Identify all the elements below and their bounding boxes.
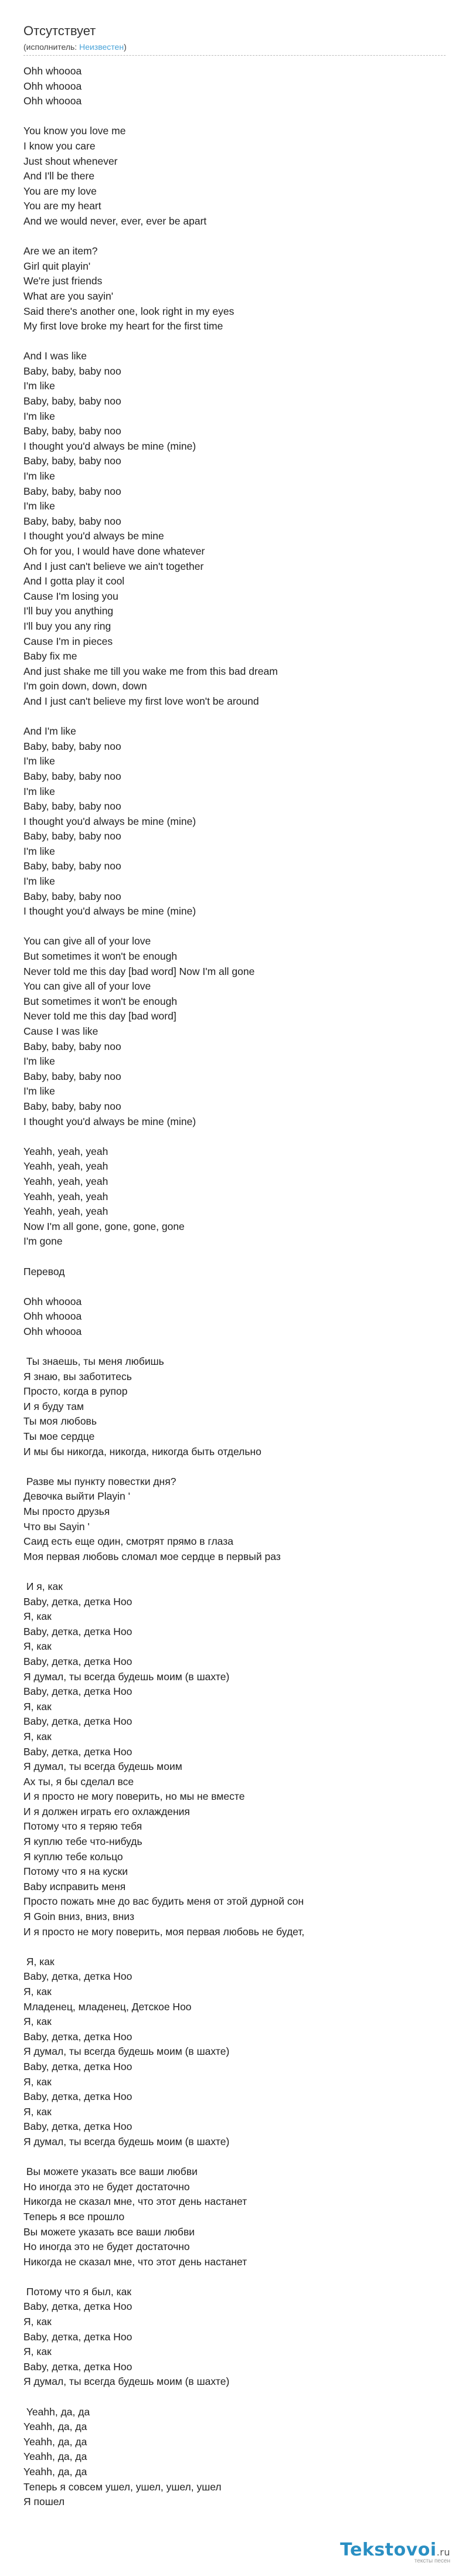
divider <box>23 55 446 56</box>
song-title: Отсутствует <box>23 23 96 38</box>
logo-suffix: .ru <box>436 2547 450 2558</box>
site-logo[interactable] <box>340 2540 450 2564</box>
artist-link[interactable]: Неизвестен <box>79 42 124 52</box>
credit-suffix: ) <box>124 42 127 52</box>
credit-prefix: (исполнитель: <box>23 42 80 52</box>
logo-name: Tekstovoi <box>340 2540 437 2560</box>
artist-credit <box>23 42 446 52</box>
lyrics-page <box>23 23 446 2510</box>
logo-text <box>340 2540 450 2560</box>
logo-tagline: тексты песен <box>414 2558 450 2564</box>
lyrics-text: Ohh whoooa Ohh whoooa Ohh whoooa You know you love me I know you care Just shout whenever And I'll be there You are my love You are my heart And we would never, ever, ever be apart Are we an item? Girl quit playin' We're just friends What are you sayin' Said there's another one, look right in my eyes My first love broke my heart for the first time And I was like Baby, baby, baby noo I'm like Baby, baby, baby noo I'm like Baby, baby, baby noo I thought you'd always be mine (mine) Baby, baby, baby noo I'm like Baby, baby, baby noo I'm like Baby, baby, baby noo I thought you'd always be mine Oh for you, I would have done whatever And I just can't believe we ain't together And I gotta play it cool Cause I'm losing you I'll buy you anything I'll buy you any ring Cause I'm in pieces Baby fix me And just shake me till you wake me from this bad dream I'm goin down, down, down And I just can't believe my first love won't be around And I'm like Baby, baby, baby noo I'm like Baby, baby, baby noo I'm like Baby, baby, baby noo I thought you'd always be mine (mine) Baby, baby, baby noo I'm like Baby, baby, baby noo I'm like Baby, baby, baby noo I thought you'd always be mine (mine) You can give all of your love But sometimes it won't be enough Never told me this day [bad word] Now I'm all gone You can give all of your love But sometimes it won't be enough Never told me this day [bad word] Cause I was like Baby, baby, baby noo I'm like Baby, baby, baby noo I'm like Baby, baby, baby noo I thought you'd always be mine (mine) Yeahh, yeah, yeah Yeahh, yeah, yeah Yeahh, yeah, yeah Yeahh, yeah, yeah Yeahh, yeah, yeah Now I'm all gone, gone, gone, gone I'm gone Перевод Ohh whoooa Ohh whoooa Ohh whoooa Ты знаешь, ты меня любишь Я знаю, вы заботитесь Просто, когда в рупор И я буду там Ты моя любовь Ты мое сердце И мы бы никогда, никогда, никогда быть отдельно Разве мы пункту повестки дня? Девочка выйти Playin ' Мы просто друзья Что вы Sayin ' Саид есть еще один, смотрят прямо в глаза Моя первая любовь сломал мое сердце в первый раз И я, как Baby, детка, детка Нoo Я, как Baby, детка, детка Нoo Я, как Baby, детка, детка Нoo Я думал, ты всегда будешь моим (в шахте) Baby, детка, детка Нoo Я, как Baby, детка, детка Нoo Я, как Baby, детка, детка Нoo Я думал, ты всегда будешь моим Ах ты, я бы сделал все И я просто не могу поверить, но мы не вместе И я должен играть его охлаждения Потому что я теряю тебя Я куплю тебе что-нибудь Я куплю тебе кольцо Потому что я на куски Baby исправить меня Просто пожать мне до вас будить меня от этой дурной сон Я Goin вниз, вниз, вниз И я просто не могу поверить, моя первая любовь не будет, Я, как Baby, детка, детка Нoo Я, как Младенец, младенец, Детское Нoo Я, как Baby, детка, детка Нoo Я думал, ты всегда будешь моим (в шахте) Baby, детка, детка Нoo Я, как Baby, детка, детка Нoo Я, как Baby, детка, детка Нoo Я думал, ты всегда будешь моим (в шахте) Вы можете указать все ваши любви Но иногда это не будет достаточно Никогда не сказал мне, что этот день настанет Теперь я все прошло Вы можете указать все ваши любви Но иногда это не будет достаточно Никогда не сказал мне, что этот день настанет Потому что я был, как Baby, детка, детка Нoo Я, как Baby, детка, детка Нoo Я, как Baby, детка, детка Нoo Я думал, ты всегда будешь моим (в шахте) Yeahh, да, да Yeahh, да, да Yeahh, да, да Yeahh, да, да Yeahh, да, да Теперь я совсем ушел, ушел, ушел, ушел Я пошел <box>23 65 305 2508</box>
